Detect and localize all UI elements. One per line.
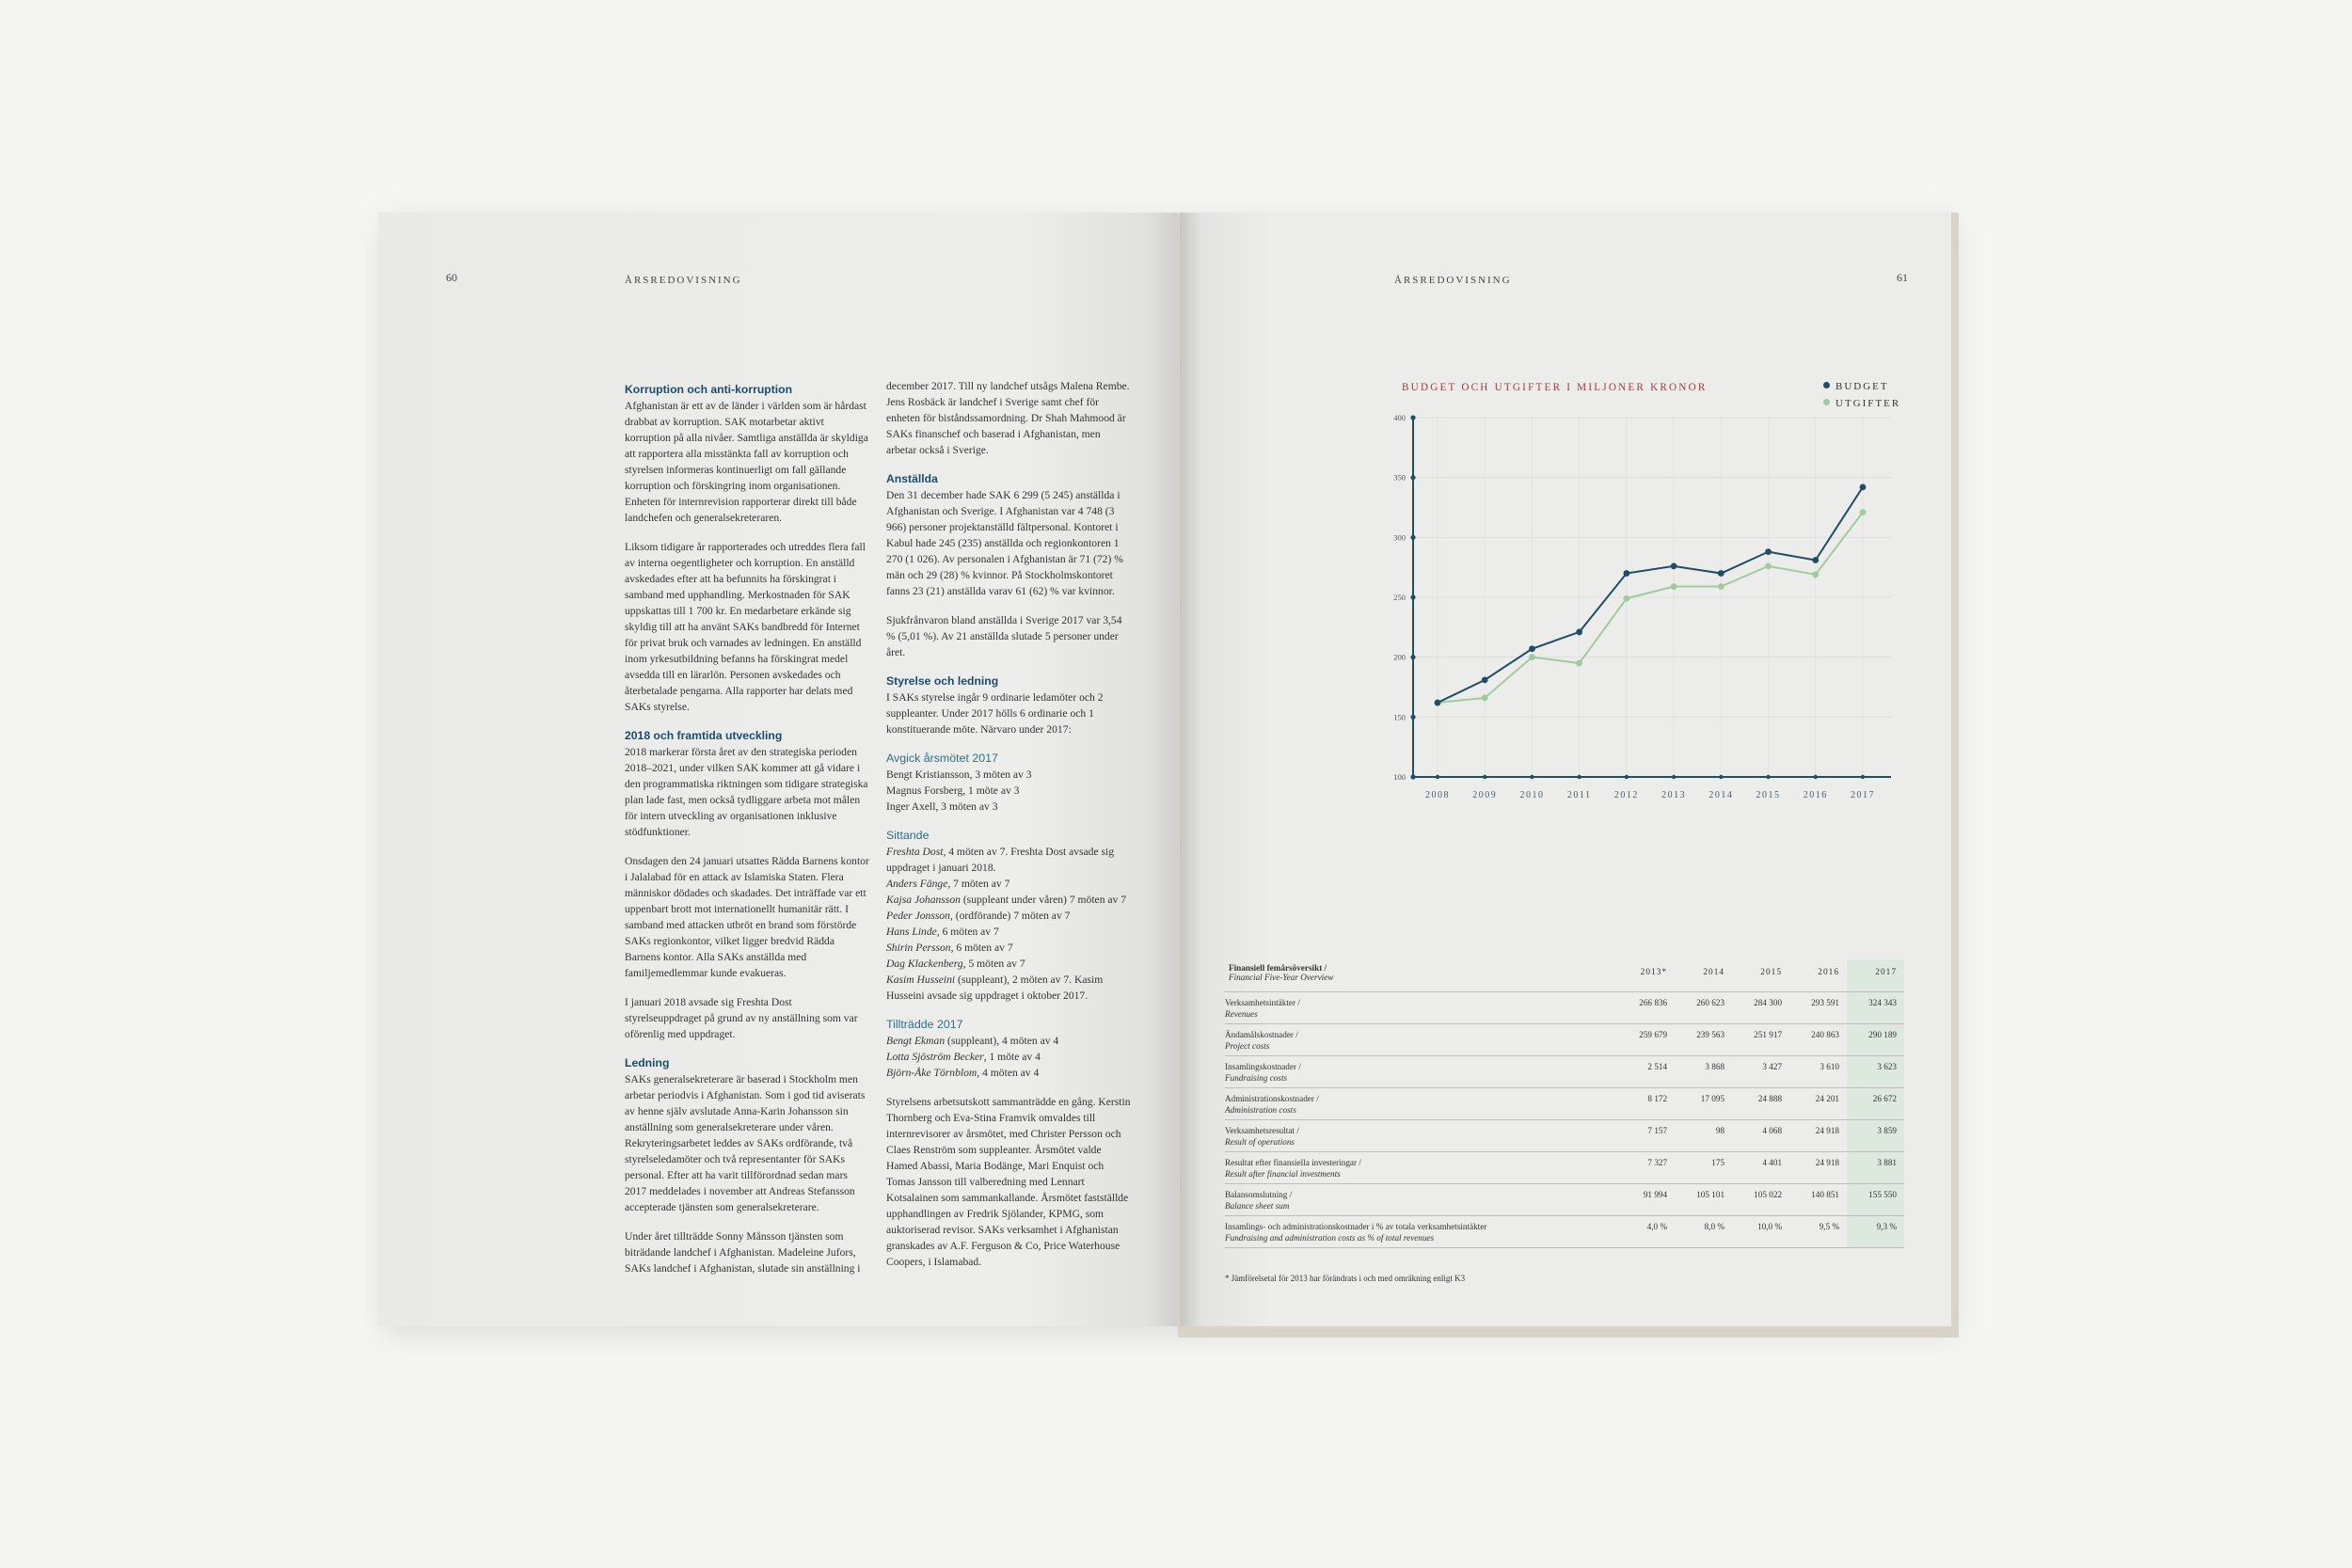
row-label-en: Balance sheet sum (1225, 1201, 1290, 1211)
x-axis-tick (1719, 775, 1723, 779)
legend-item-budget (1823, 378, 1900, 395)
table-cell: 98 (1675, 1120, 1732, 1152)
table-cell: 260 623 (1675, 992, 1732, 1024)
subsection-heading: Tillträdde 2017 (886, 1018, 963, 1031)
table-row (1225, 1216, 1904, 1248)
year-header: 2015 (1760, 968, 1783, 977)
table-cell: 239 563 (1675, 1024, 1732, 1056)
x-axis-tick (1861, 775, 1865, 779)
body-paragraph: Onsdagen den 24 januari utsattes Rädda Barnens kontor i Jalalabad för en attack av Islamiska Staten. Flera människor dödades och skadades. Det inträffade var ett uppenbart brott mot internationellt humanitär rätt. I samband med attacken utbröt en brand som förstörde SAKs regionkontor, vilket ligger bredvid Rädda Barnens kontor. Alla SAKs anställda med familjemedlemmar kunde evakueras. (625, 855, 869, 979)
attendance-list (886, 767, 1131, 815)
attendance-item (886, 972, 1131, 1004)
row-label (1225, 1184, 1617, 1216)
data-point-utgifter (1482, 695, 1488, 702)
attendance-detail: Bengt Kristiansson, 3 möten av 3 (886, 768, 1032, 781)
x-axis-tick (1814, 775, 1818, 779)
y-axis-tick (1410, 475, 1415, 480)
series-line-budget (1438, 487, 1863, 703)
table-row (1225, 1184, 1904, 1216)
legend-label-utgifter: UTGIFTER (1836, 398, 1901, 409)
attendance-detail: , 5 möten av 7 (962, 958, 1025, 970)
year-header: 2014 (1703, 968, 1725, 977)
table-cell: 8 172 (1617, 1088, 1675, 1120)
y-tick-label: 200 (1393, 652, 1406, 662)
page-number: 60 (446, 271, 457, 284)
table-cell: 251 917 (1732, 1024, 1789, 1056)
attendance-detail: , 7 möten av 7 (947, 878, 1010, 890)
body-paragraph: Afghanistan är ett av de länder i världen som är hårdast drabbat av korruption. SAK motarbetar aktivt korruption på alla nivåer. Samtliga anställda är skyldiga att rapportera alla misstänkta fall av korruption och styrelsen informeras kontinuerligt om fall gällande korruption och förskingring inom organisationen. Enheten för internrevision rapporterar direkt till både landchefen och generalsekreteraren. (625, 400, 868, 524)
attendance-list (886, 844, 1131, 1004)
section-heading: Ledning (625, 1056, 670, 1069)
subsection-heading: Sittande (886, 829, 930, 842)
member-name: Anders Fänge (886, 878, 948, 890)
member-name: Freshta Dost (886, 846, 944, 858)
table-cell: 266 836 (1617, 992, 1675, 1024)
data-point-budget (1765, 548, 1772, 555)
row-label (1225, 1216, 1617, 1248)
table-cell: 9,3 % (1847, 1216, 1904, 1248)
attendance-detail: , 4 möten av 7. Freshta Dost avsade sig uppdraget i januari 2018. (886, 846, 1115, 874)
attendance-item (886, 924, 1131, 940)
x-tick-label: 2015 (1756, 790, 1781, 800)
legend-label-budget: BUDGET (1836, 381, 1889, 392)
x-axis-tick (1766, 775, 1770, 779)
row-label-en: Revenues (1225, 1009, 1258, 1019)
table-cell: 4,0 % (1617, 1216, 1675, 1248)
table-cell: 290 189 (1847, 1024, 1904, 1056)
data-point-budget (1435, 700, 1441, 706)
table-header-row (1225, 959, 1904, 992)
table-row (1225, 1088, 1904, 1120)
body-paragraph: 2018 markerar första året av den strategiska perioden 2018–2021, under vilken SAK kommer att gå vidare i den programmatiska riktningen som tidigare strategiska plan lade fast, men också tydliggare arbeta mot målen för intern utveckling av organisationen inklusive stödfunktioner. (625, 746, 868, 838)
table-cell: 155 550 (1847, 1184, 1904, 1216)
row-label (1225, 1120, 1617, 1152)
y-axis-tick (1410, 415, 1415, 420)
data-point-utgifter (1718, 583, 1724, 590)
attendance-detail: (suppleant under våren) 7 möten av 7 (960, 894, 1127, 906)
body-paragraph: Under året tillträdde Sonny Månsson tjänsten som biträdande landchef i Afghanistan. Madeleine Jufors, SAKs landchef i Afghanistan, slutade sin anställning i (625, 1230, 861, 1275)
attendance-item (886, 799, 1131, 815)
member-name: Shirin Persson (886, 942, 951, 954)
attendance-detail: , 6 möten av 7 (950, 942, 1013, 954)
row-label-en: Result after financial investments (1225, 1169, 1341, 1179)
y-axis-tick (1410, 535, 1415, 540)
page-number: 61 (1897, 271, 1908, 284)
table-title-sv: Finansiell femårsöversikt / (1229, 963, 1327, 973)
table-footnote: * Jämförelsetal för 2013 har förändrats i och med omräkning enligt K3 (1225, 1274, 1466, 1283)
member-name: Peder Jonsson (886, 910, 950, 922)
attendance-item (886, 767, 1131, 783)
y-tick-label: 350 (1393, 472, 1406, 483)
y-axis-tick (1410, 774, 1415, 779)
attendance-detail: , 4 möten av 4 (977, 1067, 1040, 1079)
member-name: Dag Klackenberg (886, 958, 963, 970)
table-cell: 2 514 (1617, 1056, 1675, 1088)
y-tick-label: 300 (1393, 532, 1406, 543)
table-cell: 3 427 (1732, 1056, 1789, 1088)
body-paragraph: Styrelsens arbetsutskott sammanträdde en gång. Kerstin Thornberg och Eva-Stina Framvik omvaldes till internrevisorer av årsmötet, med Christer Persson och Claes Renström som suppleanter. Årsmötet valde Hamed Abassi, Maria Bodänge, Mari Enquist och Tomas Jansson till valberedning med Lennart Kotsalainen som sammankallande. Årsmötet fastställde upphandlingen av Fredrik Sjölander, KPMG, som auktoriserad revisor. SAKs verksamhet i Afghanistan granskades av A.F. Ferguson & Co, Price Waterhouse Coopers, i Islamabad. (886, 1096, 1131, 1268)
table-cell: 17 095 (1675, 1088, 1732, 1120)
row-label-sv: Administrationskostnader / (1225, 1094, 1319, 1103)
data-point-utgifter (1623, 595, 1629, 602)
attendance-item (886, 940, 1131, 956)
row-label (1225, 1056, 1617, 1088)
attendance-item (886, 1033, 1131, 1049)
row-label-sv: Insamlingskostnader / (1225, 1062, 1301, 1071)
y-tick-label: 150 (1393, 712, 1406, 722)
x-tick-label: 2010 (1519, 790, 1545, 800)
x-axis-tick (1672, 775, 1676, 779)
year-header: 2017 (1847, 959, 1904, 992)
y-axis-tick (1410, 715, 1415, 720)
text-column-2 (886, 378, 1131, 1283)
attendance-item (886, 892, 1131, 908)
data-point-utgifter (1765, 562, 1772, 569)
table-cell: 24 201 (1789, 1088, 1847, 1120)
member-name: Kasim Husseini (886, 974, 956, 986)
member-name: Bengt Ekman (886, 1035, 946, 1047)
attendance-item (886, 956, 1131, 972)
table-row (1225, 1056, 1904, 1088)
section-heading: 2018 och framtida utveckling (625, 729, 783, 742)
running-head: ÅRSREDOVISNING (625, 275, 742, 286)
attendance-detail: Magnus Forsberg, 1 möte av 3 (886, 784, 1020, 797)
table-cell: 26 672 (1847, 1088, 1904, 1120)
table-cell: 4 068 (1732, 1120, 1789, 1152)
y-tick-label: 400 (1393, 413, 1406, 422)
row-label-sv: Resultat efter finansiella investeringar / (1225, 1158, 1361, 1167)
attendance-detail: , 1 möte av 4 (983, 1051, 1041, 1063)
data-point-budget (1812, 557, 1819, 563)
member-name: Björn-Åke Törnblom (886, 1067, 977, 1079)
table-title-en: Financial Five-Year Overview (1229, 973, 1334, 982)
table-cell: 3 868 (1675, 1056, 1732, 1088)
legend-swatch-budget (1823, 382, 1830, 388)
right-page (1180, 213, 1951, 1326)
attendance-detail: (suppleant), 2 möten av 7. Kasim Husseini avsade sig uppdraget i oktober 2017. (886, 974, 1104, 1002)
x-axis-tick (1577, 775, 1581, 779)
y-tick-label: 100 (1393, 772, 1406, 782)
row-label (1225, 1088, 1617, 1120)
row-label-en: Fundraising and administration costs as % of total revenues (1225, 1233, 1435, 1243)
table-cell: 240 863 (1789, 1024, 1847, 1056)
attendance-item (886, 1049, 1131, 1065)
data-point-budget (1718, 570, 1724, 577)
table-cell: 24 918 (1789, 1152, 1847, 1184)
data-point-utgifter (1529, 654, 1535, 660)
left-page (378, 213, 1178, 1326)
y-tick-label: 250 (1393, 593, 1406, 602)
attendance-detail: , (ordförande) 7 möten av 7 (949, 910, 1071, 922)
data-point-budget (1529, 645, 1535, 652)
attendance-item (886, 908, 1131, 924)
data-point-utgifter (1576, 660, 1582, 667)
table-cell: 3 881 (1847, 1152, 1904, 1184)
table-cell: 284 300 (1732, 992, 1789, 1024)
x-axis-tick (1530, 775, 1534, 779)
y-axis-tick (1410, 655, 1415, 659)
x-tick-label: 2008 (1425, 790, 1450, 800)
body-paragraph: SAKs generalsekreterare är baserad i Stockholm men arbetar periodvis i Afghanistan. Som i god tid aviserats av henne själv avslutade Anna-Karin Johansson sin anställning som generalsekreterare under våren. Rekryteringsarbetet leddes av SAKs ordförande, två styrelseledamöter och två representanter för SAKs personal. Efter att ha varit tillförordnad sedan mars 2017 meddelades i november att Andreas Stefansson accepterade tjänsten som generalsekreterare. (625, 1073, 866, 1213)
body-paragraph: I SAKs styrelse ingår 9 ordinarie ledamöter och 2 suppleanter. Under 2017 hölls 6 ordinarie och 1 konstituerande möte. Närvaro under 2017: (886, 691, 1104, 736)
table-cell: 8,0 % (1675, 1216, 1732, 1248)
table-row (1225, 1024, 1904, 1056)
year-header: 2016 (1818, 968, 1839, 977)
table-cell: 324 343 (1847, 992, 1904, 1024)
row-label (1225, 1024, 1617, 1056)
x-axis-tick (1625, 775, 1629, 779)
member-name: Hans Linde (886, 926, 937, 938)
row-label (1225, 1152, 1617, 1184)
table-cell: 24 888 (1732, 1088, 1789, 1120)
attendance-item (886, 783, 1131, 799)
financial-overview (1225, 959, 1904, 1248)
data-point-budget (1482, 676, 1488, 683)
attendance-detail: Inger Axell, 3 möten av 3 (886, 800, 998, 813)
text-column-1 (625, 378, 869, 1290)
table-cell: 10,0 % (1732, 1216, 1789, 1248)
subsection-heading: Avgick årsmötet 2017 (886, 752, 998, 765)
data-point-utgifter (1860, 509, 1867, 515)
row-label-en: Fundraising costs (1225, 1073, 1288, 1083)
table-row (1225, 992, 1904, 1024)
y-axis-tick (1410, 594, 1415, 599)
budget-chart (1368, 401, 1914, 833)
table-cell: 105 101 (1675, 1184, 1732, 1216)
table-cell: 24 918 (1789, 1120, 1847, 1152)
running-head: ÅRSREDOVISNING (1394, 275, 1512, 286)
body-paragraph: I januari 2018 avsade sig Freshta Dost styrelseuppdraget på grund av ny anställning som var oförenlig med uppdraget. (625, 996, 858, 1040)
table-cell: 3 610 (1789, 1056, 1847, 1088)
row-label-sv: Balansomslutning / (1225, 1190, 1293, 1199)
row-label-sv: Insamlings- och administrationskostnader i % av totala verksamhetsintäkter (1225, 1222, 1487, 1231)
x-tick-label: 2014 (1708, 790, 1734, 800)
financial-table (1225, 959, 1904, 1248)
table-title (1225, 959, 1617, 992)
attendance-item (886, 876, 1131, 892)
table-cell: 91 994 (1617, 1184, 1675, 1216)
table-cell: 7 157 (1617, 1120, 1675, 1152)
attendance-list (886, 1033, 1131, 1081)
x-axis-tick (1436, 775, 1439, 779)
table-cell: 259 679 (1617, 1024, 1675, 1056)
body-paragraph: december 2017. Till ny landchef utsågs Malena Rembe. Jens Rosbäck är landchef i Sverige samt chef för enheten för biståndssamordning. Dr Shah Mahmood är SAKs finanschef och baserad i Afghanistan, men arbetar också i Sverige. (886, 380, 1130, 456)
attendance-item (886, 844, 1131, 876)
member-name: Lotta Sjöström Becker (886, 1051, 984, 1063)
data-point-budget (1576, 629, 1582, 636)
data-point-budget (1671, 562, 1677, 569)
data-point-utgifter (1671, 583, 1677, 590)
table-cell: 140 851 (1789, 1184, 1847, 1216)
x-tick-label: 2017 (1851, 790, 1875, 800)
data-point-budget (1623, 570, 1629, 577)
attendance-detail: (suppleant), 4 möten av 4 (945, 1035, 1059, 1047)
table-cell: 175 (1675, 1152, 1732, 1184)
table-cell: 4 401 (1732, 1152, 1789, 1184)
x-tick-label: 2016 (1803, 790, 1828, 800)
table-cell: 3 859 (1847, 1120, 1904, 1152)
table-cell: 7 327 (1617, 1152, 1675, 1184)
series-line-utgifter (1438, 513, 1863, 703)
attendance-detail: , 6 möten av 7 (936, 926, 999, 938)
row-label-sv: Ändamålskostnader / (1225, 1030, 1298, 1039)
row-label (1225, 992, 1617, 1024)
data-point-utgifter (1812, 571, 1819, 578)
x-tick-label: 2011 (1566, 790, 1592, 800)
section-heading: Anställda (886, 472, 938, 485)
x-tick-label: 2012 (1613, 790, 1639, 800)
row-label-en: Project costs (1225, 1041, 1270, 1051)
x-axis-tick (1483, 775, 1486, 779)
row-label-en: Result of operations (1225, 1137, 1295, 1147)
table-cell: 9,5 % (1789, 1216, 1847, 1248)
chart-title: BUDGET OCH UTGIFTER I MILJONER KRONOR (1402, 382, 1708, 393)
member-name: Kajsa Johansson (886, 894, 961, 906)
section-heading: Styrelse och ledning (886, 674, 999, 688)
row-label-sv: Verksamhetsintäkter / (1225, 998, 1300, 1007)
body-paragraph: Den 31 december hade SAK 6 299 (5 245) anställda i Afghanistan och Sverige. I Afghanistan var 4 748 (3 966) personer projektanställd fältpersonal. Kontoret i Kabul hade 245 (235) anställda och regionkontoren 1 270 (1 026). Av personalen i Afghanistan är 71 (72) % män och 29 (28) % kvinnor. På Stockholmskontoret fanns 23 (21) anställda varav 61 (62) % var kvinnor. (886, 489, 1123, 597)
x-tick-label: 2009 (1472, 790, 1498, 800)
year-header: 2013* (1640, 968, 1668, 977)
table-cell: 3 623 (1847, 1056, 1904, 1088)
table-row (1225, 1152, 1904, 1184)
data-point-budget (1860, 483, 1867, 490)
table-cell: 293 591 (1789, 992, 1847, 1024)
x-tick-label: 2013 (1661, 790, 1687, 800)
body-paragraph: Liksom tidigare år rapporterades och utreddes flera fall av interna oegentligheter och korruption. En anställd avskedades efter att ha befunnits ha förskingrat i samband med upphandling. Merkostnaden för SAK uppskattas till 1 700 kr. En medarbetare erkände sig skyldig till att ha använt SAKs bandbredd för Internet för privat bruk och varnades av ledningen. En anställd inom yrkesutbildning befanns ha förskingrat medel avsedda till en lärarlön. Personen avskedades och återbetalade pengarna. Alla rapporter har delats med SAKs styrelse. (625, 541, 866, 713)
row-label-en: Administration costs (1225, 1105, 1296, 1115)
body-paragraph: Sjukfrånvaron bland anställda i Sverige 2017 var 3,54 % (5,01 %). Av 21 anställda slutade 5 personer under året. (886, 614, 1122, 658)
table-cell: 105 022 (1732, 1184, 1789, 1216)
row-label-sv: Verksamhetsresultat / (1225, 1126, 1299, 1135)
table-row (1225, 1120, 1904, 1152)
attendance-item (886, 1065, 1131, 1081)
section-heading: Korruption och anti-korruption (625, 383, 793, 396)
